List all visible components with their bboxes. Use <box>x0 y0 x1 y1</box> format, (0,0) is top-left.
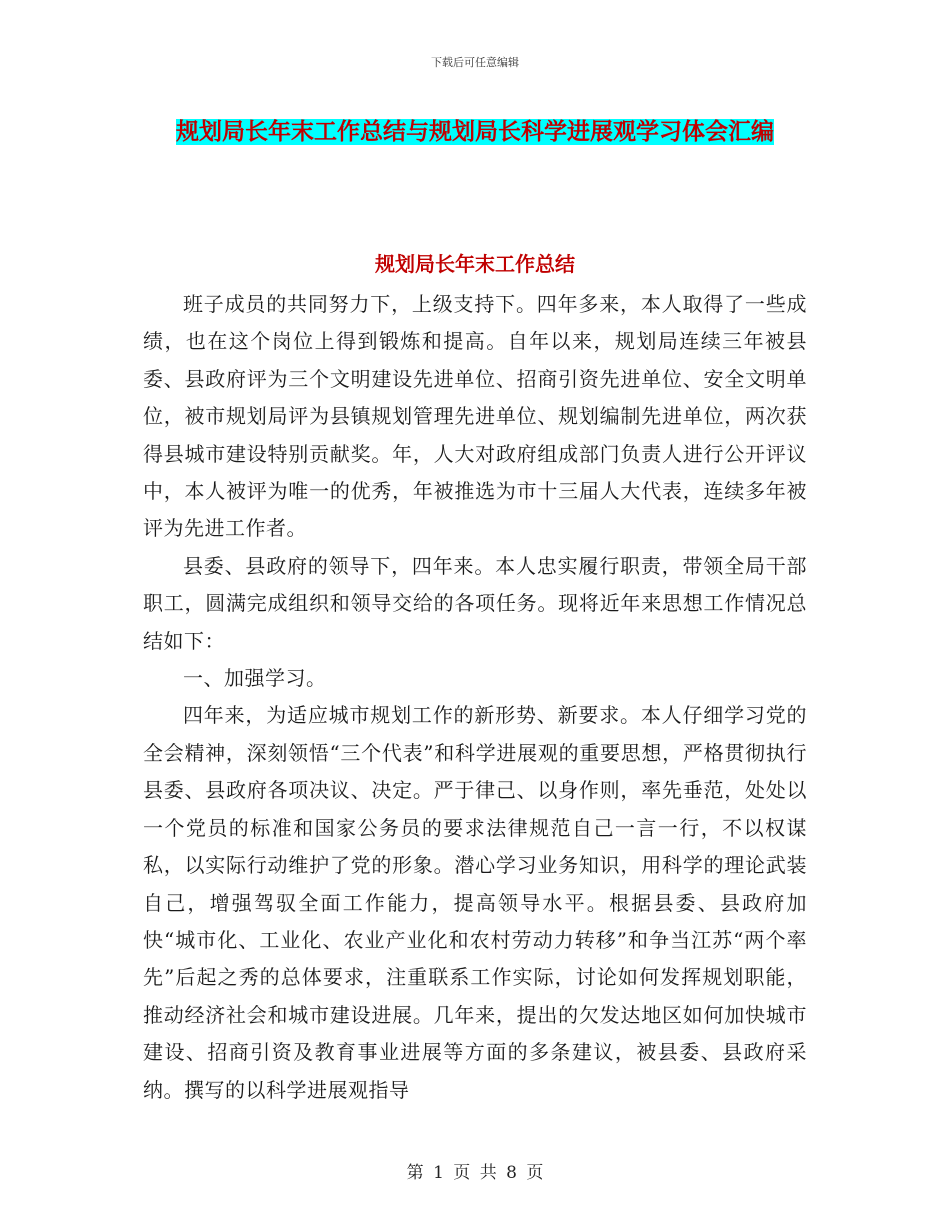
paragraph: 一、加强学习。 <box>183 666 327 691</box>
paragraph: 县委、县政府的领导下，四年来。本人忠实履行职责，带领全局干部职工，圆满完成组织和领导交给的各项任务。现将近年来思想工作情况总结如下： <box>143 553 807 653</box>
document-body <box>143 286 807 1109</box>
paragraph: 班子成员的共同努力下，上级支持下。四年多来，本人取得了一些成绩，也在这个岗位上得到锻炼和提高。自年以来，规划局连续三年被县委、县政府评为三个文明建设先进单位、招商引资先进单位、安全文明单位，被市规划局评为县镇规划管理先进单位、规划编制先进单位，两次获得县城市建设特别贡献奖。年，人大对政府组成部门负责人进行公开评议中，本人被评为唯一的优秀，年被推选为市十三届人大代表，连续多年被评为先进工作者。 <box>143 292 807 541</box>
page-header-note: 下载后可任意编辑 <box>431 56 519 69</box>
document-title <box>150 108 800 156</box>
document-title-text: 规划局长年末工作总结与规划局长科学进展观学习体会汇编 <box>176 119 774 145</box>
page-number: 第 1 页 共 8 页 <box>406 1163 544 1183</box>
paragraph: 四年来，为适应城市规划工作的新形势、新要求。本人仔细学习党的全会精神，深刻领悟“三个代表”和科学进展观的重要思想，严格贯彻执行县委、县政府各项决议、决定。严于律己、以身作则，率先垂范，处处以一个党员的标准和国家公务员的要求法律规范自己一言一行，不以权谋私，以实际行动维护了党的形象。潜心学习业务知识，用科学的理论武装自己，增强驾驭全面工作能力，提高领导水平。根据县委、县政府加快“城市化、工业化、农业产业化和农村劳动力转移”和争当江苏“两个率先”后起之秀的总体要求，注重联系工作实际，讨论如何发挥规划职能，推动经济社会和城市建设进展。几年来，提出的欠发达地区如何加快城市建设、招商引资及教育事业进展等方面的多条建议，被县委、县政府采纳。撰写的以科学进展观指导 <box>143 703 807 1102</box>
section-title: 规划局长年末工作总结 <box>375 252 575 276</box>
